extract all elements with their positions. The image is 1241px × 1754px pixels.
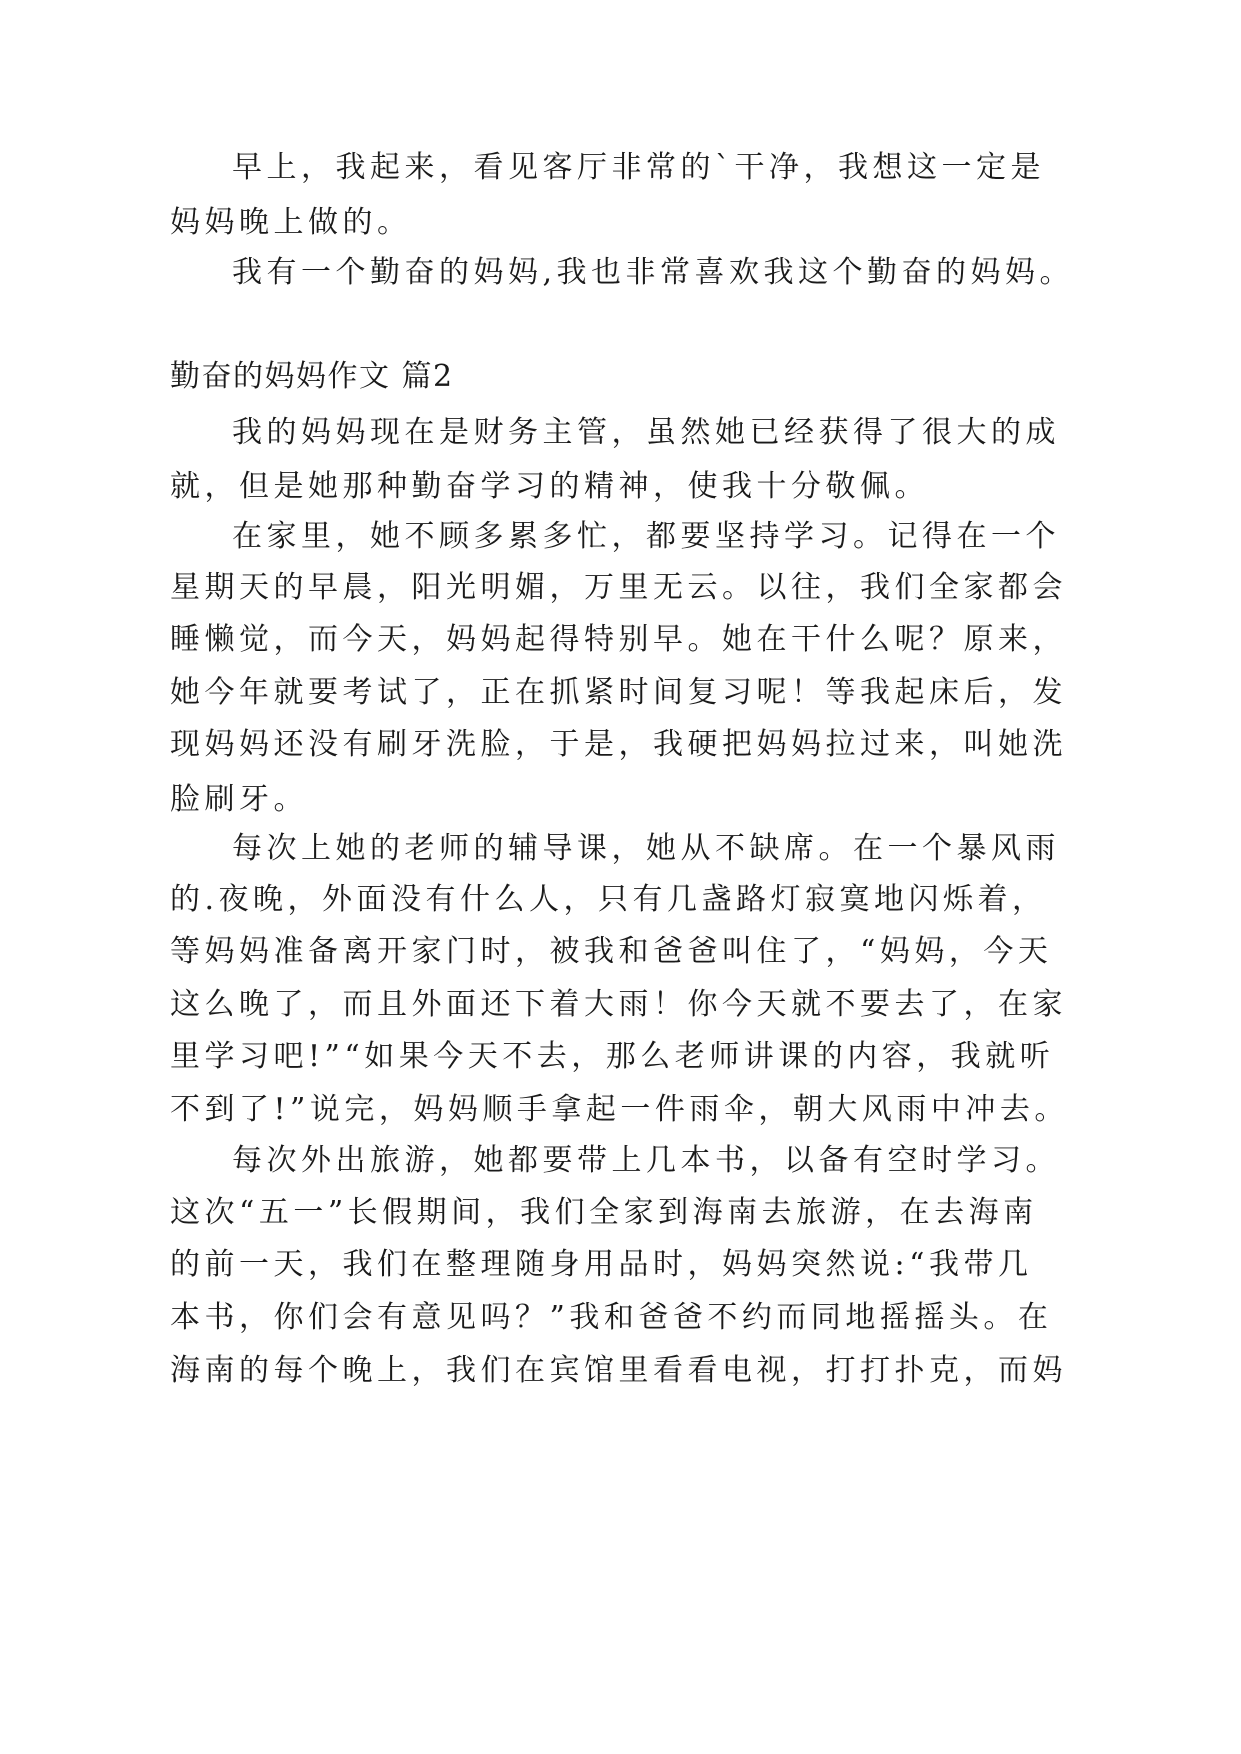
- paragraph-3-line-2: 就，但是她那种勤奋学习的精神，使我十分敬佩。: [170, 469, 929, 504]
- paragraph-2-line-1: 我有一个勤奋的妈妈,我也非常喜欢我这个勤奋的妈妈。: [232, 255, 1075, 290]
- paragraph-6-line-5: 海南的每个晚上，我们在宾馆里看看电视，打打扑克，而妈: [170, 1353, 1067, 1388]
- paragraph-6-line-3: 的前一天，我们在整理随身用品时，妈妈突然说:“我带几: [170, 1247, 1033, 1282]
- section-heading: 勤奋的妈妈作文 篇2: [170, 359, 454, 394]
- paragraph-4-line-2: 星期天的早晨，阳光明媚，万里无云。以往，我们全家都会: [170, 570, 1067, 605]
- paragraph-4-line-3: 睡懒觉，而今天，妈妈起得特别早。她在干什么呢？原来，: [170, 622, 1067, 657]
- paragraph-5-line-5: 里学习吧!”“如果今天不去，那么老师讲课的内容，我就听: [170, 1039, 1055, 1074]
- paragraph-6-line-1: 每次外出旅游，她都要带上几本书，以备有空时学习。: [232, 1143, 1060, 1178]
- paragraph-3-line-1: 我的妈妈现在是财务主管，虽然她已经获得了很大的成: [232, 415, 1060, 450]
- paragraph-5-line-4: 这么晚了，而且外面还下着大雨！你今天就不要去了，在家: [170, 987, 1067, 1022]
- paragraph-6-line-4: 本书，你们会有意见吗？”我和爸爸不约而同地摇摇头。在: [170, 1300, 1053, 1335]
- paragraph-1-line-1: 早上，我起来，看见客厅非常的`干净，我想这一定是: [232, 150, 1045, 185]
- paragraph-5-line-2: 的.夜晚，外面没有什么人，只有几盏路灯寂寞地闪烁着，: [170, 882, 1047, 917]
- paragraph-1-line-2: 妈妈晚上做的。: [170, 205, 412, 240]
- paragraph-5-line-3: 等妈妈准备离开家门时，被我和爸爸叫住了，“妈妈，今天: [170, 934, 1053, 969]
- paragraph-4-line-1: 在家里，她不顾多累多忙，都要坚持学习。记得在一个: [232, 519, 1060, 554]
- paragraph-4-line-6: 脸刷牙。: [170, 782, 308, 817]
- paragraph-4-line-4: 她今年就要考试了，正在抓紧时间复习呢！等我起床后，发: [170, 675, 1067, 710]
- paragraph-5-line-1: 每次上她的老师的辅导课，她从不缺席。在一个暴风雨: [232, 831, 1060, 866]
- paragraph-4-line-5: 现妈妈还没有刷牙洗脸，于是，我硬把妈妈拉过来，叫她洗: [170, 727, 1067, 762]
- paragraph-5-line-6: 不到了!”说完，妈妈顺手拿起一件雨伞，朝大风雨中冲去。: [170, 1092, 1069, 1127]
- paragraph-6-line-2: 这次“五一”长假期间，我们全家到海南去旅游，在去海南: [170, 1195, 1038, 1230]
